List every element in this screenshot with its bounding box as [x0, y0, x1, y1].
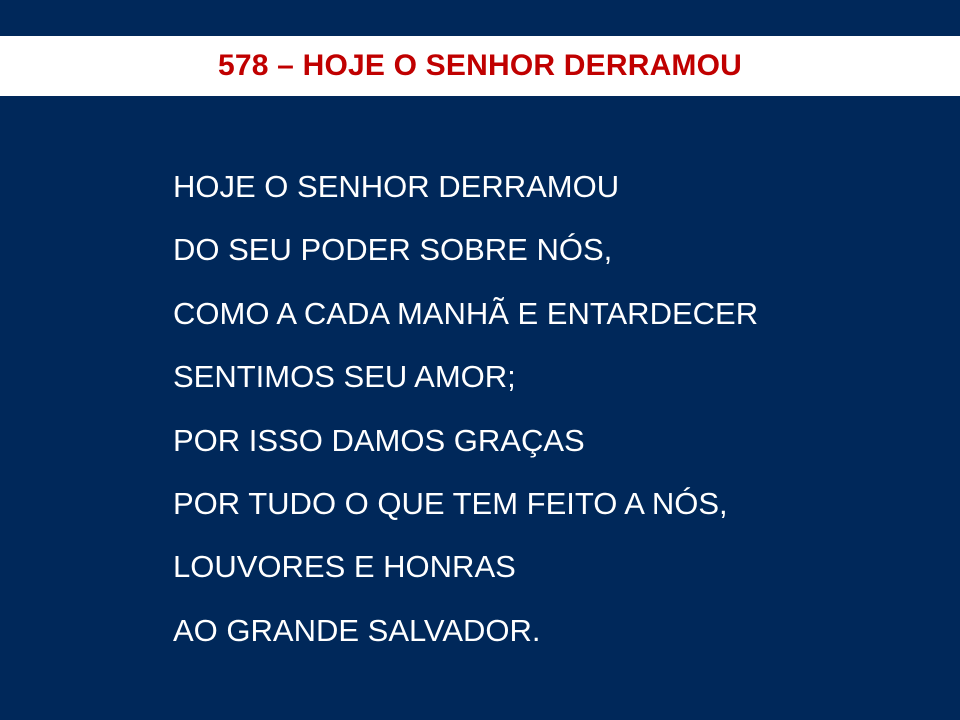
title-bar: [0, 36, 960, 96]
lyric-line: DO SEU PODER SOBRE NÓS,: [173, 232, 613, 268]
slide-title: 578 – HOJE O SENHOR DERRAMOU: [217, 49, 743, 82]
lyric-line: POR ISSO DAMOS GRAÇAS: [173, 422, 585, 458]
lyric-line: HOJE O SENHOR DERRAMOU: [173, 169, 620, 204]
lyric-line: COMO A CADA MANHÃ E ENTARDECER: [173, 295, 759, 331]
lyric-line: POR TUDO O QUE TEM FEITO A NÓS,: [173, 485, 728, 521]
lyric-line: LOUVORES E HONRAS: [173, 549, 516, 585]
lyric-line: SENTIMOS SEU AMOR;: [173, 359, 516, 395]
lyric-line: AO GRANDE SALVADOR.: [173, 612, 541, 648]
lyrics-block: [173, 165, 758, 672]
